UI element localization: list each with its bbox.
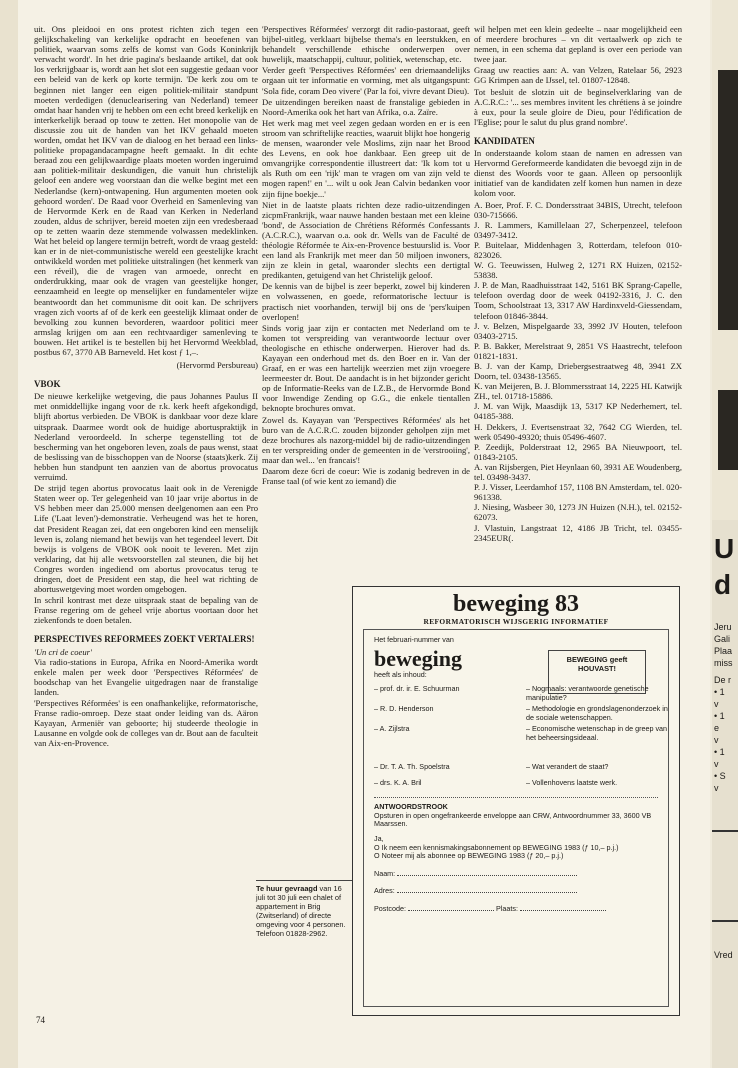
toc-row — [374, 779, 658, 795]
paragraph: Daarom deze 6cri de coeur: Wie is zodanig bedreven in de Franse taal (of wie kent zo iemand) die — [262, 466, 470, 487]
issue-line: Het februari-nummer van — [374, 635, 454, 644]
banner-tagline: REFORMATORISCH WIJSGERIG INFORMATIEF — [423, 617, 609, 626]
paragraph: Niet in de laatste plaats richten deze radio-uitzendingen zicpmFrankrijk, waar nauwe handen bestaan met een kleine 'bond', de Association de Chrétiens Réformés Confessants (A.C.R.C.), waarvan o.a. ook dr. Wells van de Faculté de théologie Réformée te Aix-en-Provence bestuurslid is. Voor een land als Frankrijk met meer dan 50 miljoen inwoners, zijn ze klein in getal, waaronder slechts een dertigtal predikanten, getuigend van het Christelijk geloof. — [262, 199, 470, 281]
list-item: A. van Rijsbergen, Piet Heynlaan 60, 3931 AE Woudenberg, tel. 03498-3437. — [474, 461, 682, 483]
column-right — [474, 24, 682, 543]
paragraph: De kennis van de bijbel is zeer beperkt, zowel bij kinderen en volwassenen, en goede, reformatorische lectuur is practisch niet voorhanden, terwijl bij ons de 'pers'kuipen overlopen! — [262, 281, 470, 322]
toc-author: – Dr. T. A. Th. Spoelstra — [374, 762, 450, 772]
list-item: J. Vlastuin, Langstraat 12, 4186 JB Tricht, tel. 03455-2345EUR(. — [474, 522, 682, 543]
edge-line: Plaa — [714, 646, 733, 656]
paragraph: Het werk mag met veel zegen gedaan worden en er is een stroom van schriftelijke reacties, waaruit blijkt hoe hongerig de mensen, waaronder vele Moslims, zijn naar het Brood des Levens, en ook hoe dankbaar. Een greep uit de omvangrijke correspondentie illustreert dat: 'Ik kom tot u als Ruth om een 'rijk' man te vragen om van zijn veld te mogen rapen!' en '... wilt u ook Jean Calvin bedanken voor zijn fijne boekje...' — [262, 117, 470, 199]
paragraph: Tot besluit de slotzin uit de beginselverklaring van de A.C.R.C.: '... ses membres invitent les chrétiens à se joindre à eux, pour la seule gloire de Dieu, pour l'édification de l'Eglise; pour le salut du plus grand nombre'. — [474, 86, 682, 127]
toc-row — [374, 724, 668, 763]
adjacent-page-edge — [712, 0, 738, 1068]
heading-vbok: VBOK — [34, 379, 61, 390]
postcode-input-line[interactable] — [408, 910, 494, 911]
edge-line: v — [714, 699, 719, 709]
paragraph: De uitzendingen bereiken naast de franstalige gebieden in Noord-Amerika ook het hart van Afrika, o.a. Zaïre. — [262, 96, 470, 117]
name-label: Naam: — [374, 868, 396, 878]
list-item: P. B. Bakker, Merelstraat 9, 2851 VS Haastrecht, telefoon 01821-1831. — [474, 340, 682, 361]
toc-author: – drs. K. A. Bril — [374, 778, 422, 788]
list-item: J. P. de Man, Raadhuisstraat 142, 5161 BK Sprang-Capelle, telefoon overdag door de week 04192-3316, J. C. den Toom, Schoolstraat 13, 3317 AW Hardinxveld-Giessendam, telefoon 01846-3844. — [474, 280, 682, 321]
vertical-headline-block — [718, 390, 738, 470]
edge-line: miss — [714, 658, 733, 668]
toc-row — [374, 763, 658, 779]
paragraph: Graag uw reacties aan: A. van Velzen, Ratelaar 56, 2923 GG Krimpen aan de IJssel, tel. 01807-12848. — [474, 65, 682, 86]
column-middle — [262, 24, 470, 487]
address-input-line[interactable] — [397, 892, 577, 893]
coupon-banner — [353, 591, 679, 626]
paragraph: Zowel ds. Kayayan van 'Perspectives Réformées' als het buro van de A.C.R.C. zouden bijzonder geholpen zijn met deze brochures als nazorg-middel bij de radio-uitzendingen en ter verspreiding onder de gemeenten in de 'verstrooiing', maar dan wel... 'en francais'! — [262, 414, 470, 465]
postcode-label: Postcode: — [374, 903, 406, 913]
toc-title: – Nogmaals: verantwoorde genetische manipulatie? — [526, 684, 649, 702]
edge-line: v — [714, 735, 719, 745]
toc-title: – Wat verandert de staat? — [526, 762, 609, 772]
paragraph: 'Perspectives Réformées' verzorgt dit radio-pastoraat, geeft bijbel-uitleg, verklaart bijbelse thema's en leerstukken, en behandelt verschillende ethische onderwerpen over huwelijk, maatschappij, cultuur, politiek, wetenschap, etc. — [262, 24, 470, 65]
toc-author: – prof. dr. ir. E. Schuurman — [374, 684, 460, 694]
edge-text — [714, 622, 733, 795]
name-input-line[interactable] — [397, 875, 577, 876]
edge-text: Vred — [714, 950, 733, 960]
place-input-line[interactable] — [520, 910, 606, 911]
houvast-flag: BEWEGING geeft HOUVAST! — [548, 650, 646, 694]
postcode-field[interactable] — [374, 905, 658, 914]
signature: (Hervormd Persbureau) — [176, 360, 258, 371]
toc-title: – Methodologie en grondslagenonderzoek in de sociale wetenschappen. — [526, 704, 668, 722]
list-item: J. M. van Wijk, Maasdijk 13, 5317 KP Nederhemert, tel. 04185-388. — [474, 401, 682, 422]
edge-letter: U — [714, 533, 735, 564]
edge-letter: d — [714, 569, 732, 600]
ad-text: van 16 juli tot 30 juli een chalet of appartement in Brig (Zwitserland) of directe omgeving voor 4 personen. Telefoon 01828-2962. — [256, 884, 346, 938]
edge-line: • 1 — [714, 711, 725, 721]
toc-author: – A. Zijlstra — [374, 724, 410, 734]
address-label: Adres: — [374, 886, 395, 896]
list-item: B. J. van der Kamp, Driebergsestraatweg 48, 3941 ZX Doorn, tel. 03438-13565. — [474, 361, 682, 382]
contents-label: heeft als inhoud: — [374, 669, 427, 679]
list-item: W. G. Teeuwissen, Hulweg 2, 1271 RX Huizen, 02152-53838. — [474, 260, 682, 281]
page-number: 74 — [36, 1015, 45, 1025]
option-trial-subscription[interactable]: O Ik neem een kennismakingsabonnement op BEWEGING 1983 (ƒ 10,– p.j.) — [374, 842, 619, 852]
list-item: H. Dekkers, J. Evertsenstraat 32, 7642 CG Wierden, tel. werk 05490-49320; thuis 05496-4607. — [474, 421, 682, 442]
paragraph: Sinds vorig jaar zijn er contacten met Nederland om te komen tot verspreiding van verantwoorde lectuur over theologische en ethische onderwerpen. Hierover had ds. Kayayan een onderhoud met ds. den Boer en ir. Van der Graaf, en er was een hartelijk weerzien met zijn vroegere leermeester dr. Bout. De aandacht is in het bijzonder gericht op de Informatie-Reeks van de I.Z.B., de Hervormde Bond voor Inwendige Zending op G.G., die enkele tientallen beknopte brochures omvat. — [262, 322, 470, 414]
list-item: P. Zeedijk, Polderstraat 12, 2965 BA Nieuwpoort, tel. 01843-2105. — [474, 441, 682, 462]
list-item: J. Niesing, Wasbeer 30, 1273 JN Huizen (N.H.), tel. 02152-62073. — [474, 502, 682, 523]
magazine-title: beweging — [374, 645, 462, 671]
toc-row — [374, 704, 668, 725]
edge-line: e — [714, 723, 720, 733]
list-item: K. van Meijeren, B. J. Blommersstraat 14, 2225 HL Katwijk ZH., tel. 01718-15886. — [474, 381, 682, 402]
ja-label: Ja, — [374, 833, 384, 843]
list-item: P. J. Visser, Leerdamhof 157, 1108 BN Amsterdam, tel. 020-961338. — [474, 482, 682, 503]
edge-line: v — [714, 759, 719, 769]
edge-line: v — [714, 783, 719, 793]
list-item: J. R. Lammers, Kamillelaan 27, Scherpenzeel, telefoon 03497-3412. — [474, 219, 682, 240]
heading-kandidaten: KANDIDATEN — [474, 135, 535, 146]
classified-ad — [256, 880, 352, 938]
edge-line: • 1 — [714, 747, 725, 757]
banner-title: beweging 83 — [453, 591, 579, 617]
answer-text: Opsturen in open ongefrankeerde enveloppe aan CRW, Antwoordnummer 33, 3600 VB Maarssen. — [374, 810, 652, 829]
paragraph: wil helpen met een klein gedeelte – naar mogelijkheid een of meerdere brochures – vn dit vertaalwerk op zich te nemen, in een schema dat gepland is over een periode van twee jaar. — [474, 24, 682, 65]
list-item: P. Buitelaar, Middenhagen 3, Rotterdam, telefoon 010-823026. — [474, 239, 682, 260]
paragraph: De nieuwe kerkelijke wetgeving, die paus Johannes Paulus II met onmiddellijke ingang voor de r.k. kerk heeft afgekondigd, blijft abortus verbieden. De VBOK is dankbaar voor deze klare uitspraak. Daarmee wordt ook de huidige abortuspraktijk in Nederland veroordeeld. In scherpe tegenstelling tot de bescherming van het ongeboren leven, zoals de paus wenst, staat de beslissing van de bisschoppen van de Noorse (staats)kerk. Zij hebben hun standpunt ten aanzien van de abortus provocatus verruimd. — [34, 391, 258, 483]
heading-perspectives: PERSPECTIVES REFORMEES ZOEKT VERTALERS! — [34, 634, 255, 645]
list-item: J. v. Belzen, Mispelgaarde 33, 3992 JV Houten, telefoon 03403-2715. — [474, 320, 682, 341]
subheading: 'Un cri de coeur' — [34, 646, 92, 657]
edge-line: • 1 — [714, 687, 725, 697]
divider — [374, 797, 658, 798]
edge-line: De r — [714, 675, 732, 685]
paragraph: De strijd tegen abortus provocatus laait ook in de Verenigde Staten weer op. Ter gelegenheid van 10 jaar vrije abortus in de VS hebben meer dan 25.000 mensen deelgenomen aan een Pro Life ('Laat leven')-demonstratie. Verheugend was het te horen, dat President Reagan zei, dat een ongeboren kind een menselijk leven is, zolang niemand het bewijs van het tegendeel levert. Dit bewijs is volgens de VBOK ook nooit te leveren. Met zijn verklaring, dat hij alle wetsvoorstellen zal steunen, die bij het Congres worden ingediend om abortus provocatus terug te dringen, doet de President een stap, die heel wat richting de abortuswetgeving moet worden omgebogen. — [34, 483, 258, 595]
list-item: A. Boer, Prof. F. C. Dondersstraat 34BIS, Utrecht, telefoon 030-715666. — [474, 199, 682, 220]
place-label: Plaats: — [495, 903, 518, 913]
option-subscription[interactable]: O Noteer mij als abonnee op BEWEGING 1983 (ƒ 20,– p.j.) — [374, 851, 564, 861]
page-gutter — [0, 0, 18, 1068]
paragraph: 'Perspectives Réformées' is een onafhankelijke, reformatorische, Franse radio-omroep. Deze staat onder leiding van ds. Aäron Kayayan, Armeniër van geboorte; hij studeerde theologie in Lausanne en volgde ook de colleges van dr. Bout aan de faculteit van Aix-en-Provence. — [34, 698, 258, 749]
answer-title: ANTWOORDSTROOK — [374, 802, 448, 812]
edge-line: Gali — [714, 634, 731, 644]
name-field[interactable] — [374, 870, 658, 879]
paragraph: Verder geeft 'Perspectives Réformées' een driemaandelijks orgaan uit ter informatie en vorming, met als uitgangspunt: 'Sola fide, coram Deo vivere' (Par la foi, vivre devant Dieu). — [262, 65, 470, 96]
edge-line: Jeru — [714, 622, 732, 632]
coupon-inner — [363, 629, 669, 1007]
ad-label: Te huur gevraagd — [256, 884, 318, 893]
paragraph: In onderstaande kolom staan de namen en adressen van Hervormd Gereformeerde kandidaten die bevoegd zijn in de dienst des Woords voor te gaan. Alleen op persoonlijk initiatief van de kandidaten zelf komen hun namen in deze kolom voor. — [474, 148, 682, 199]
paragraph: Via radio-stations in Europa, Afrika en Noord-Amerika wordt enkele malen per week door 'Perspectives Réformées' de boodschap van het Evangelie uitgedragen naar de franstalige landen. — [34, 656, 258, 697]
toc-title: – Economische wetenschap in de greep van het beheersingsideaal. — [526, 724, 668, 742]
column-left — [34, 24, 258, 749]
beweging-coupon — [352, 586, 680, 1016]
toc-row — [374, 685, 658, 705]
edge-box — [712, 830, 738, 922]
address-field[interactable] — [374, 887, 658, 896]
paragraph: uit. Ons pleidooi en ons protest richten zich tegen een gelijkschakeling van kerkelijke opdracht en beoefenen van politiek, waarvan soms zelfs de komst van Gods Koninkrijk verwacht wordt'. In het drie pagina's beslaande artikel, dat ook los verkrijgbaar is, wordt aan het slot een suggestie gedaan voor een beleid van de kerk op korte termijn. 'De kerk zou om te beginnen niet langer een eigen politiek-militair standpunt moeten verdedigen (denuclearisering van Nederland) temeer omdat haar handen vrij te hebben om een echt breed kerkelijk en interkerkelijk beraad op touw te zetten. Het monopolie van de discussie zou uit de handen van het IKV gehaald moeten worden, omdat het IKV van de dialoog en het beraad een links-politieke propagandacampagne heeft gemaakt. In dit echte beraad zou een gelijkwaardige plaats moeten worden ingeruimd aan politiek-militair deskundigen, die vanuit hun christelijk geloof een andere weg voorstaan dan die welke begint met een Nederlandse (kern)-ontwapening. Hun argumenten moeten ook gehoord worden'. De Raad voor Overheid en Samenleving van de Hervormde Kerk en de Raad van Kerken in Nederland zouden, aldus de schrijver, bereid moeten zijn een vredesberaad op te zetten waarin deze stemmende volwassen medeklinken. Wat het beleid op langere termijn betreft, wordt de vraag gesteld: kan er in de niet-communistische wereld een geestelijke kracht ontwikkeld worden met politieke uitstralingen (het kenmerk van een réveil), die de vragen van armoede, onrecht en onderdrukking, maar ook de vragen van geestelijke honger, eenzaamheid en leegte op menselijker en fundamenteler wijze beantwoordt dan het communisme dit ooit kan. De schrijvers vragen zich voorts af of de kerk een geestelijk klimaat onder de bevolking zou kunnen bevorderen, waardoor politici meer armslag krijgen om aan een rechtvaardiger samenleving te bouwen. Het artikel is te bestellen bij het Hervormd Weekblad, postbus 67, 3770 AB Barneveld. Het kost ƒ 1,–. — [34, 24, 258, 357]
toc-author: – R. D. Henderson — [374, 704, 434, 714]
edge-line: • S — [714, 771, 726, 781]
toc-title: – Vollenhovens laatste werk. — [526, 778, 618, 788]
paragraph: In schril kontrast met deze uitspraak staat de bepaling van de Franse regering om de geheel vrije abortus voortaan door het ziekenfonds te doen betalen. — [34, 595, 258, 626]
candidate-list — [474, 200, 682, 543]
vertical-headline-block — [718, 70, 738, 330]
